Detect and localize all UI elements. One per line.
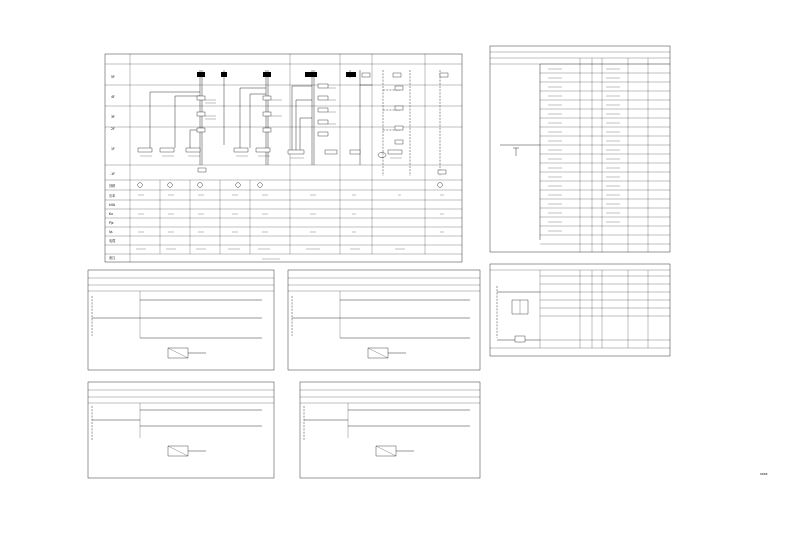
row-label-kx: Kx (109, 212, 113, 216)
system-diagram-1 (88, 270, 274, 370)
floor-label-2f: 2F (111, 127, 115, 131)
system-diagram-3 (88, 382, 274, 478)
distribution-panels (138, 72, 448, 174)
riser-diagram (105, 54, 462, 262)
row-label-kva: kVA (109, 203, 116, 207)
row-label-ijs: Ijs (109, 230, 113, 234)
row-label-circuit: 回路 (109, 184, 116, 188)
row-label-pjs: Pjs (109, 221, 114, 225)
floor-label-4f: 4F (111, 95, 115, 99)
riser-frame (105, 54, 462, 262)
panel-schedule-table-large (490, 46, 670, 252)
drawing-footer-mark: xxxx (760, 472, 768, 476)
row-label-power: 功率 (109, 194, 116, 198)
floor-label-5f: 5F (111, 75, 115, 79)
floor-label-3f: 3F (111, 115, 115, 119)
system-diagram-4 (300, 382, 480, 478)
system-diagram-2 (288, 270, 480, 370)
floor-label-1f: 1F (111, 147, 115, 151)
row-label-remark: 备注 (109, 256, 116, 260)
floor-label-b1: -1F (110, 172, 116, 176)
panel-schedule-table-small (490, 264, 670, 356)
row-label-cable: 电缆 (109, 239, 116, 243)
